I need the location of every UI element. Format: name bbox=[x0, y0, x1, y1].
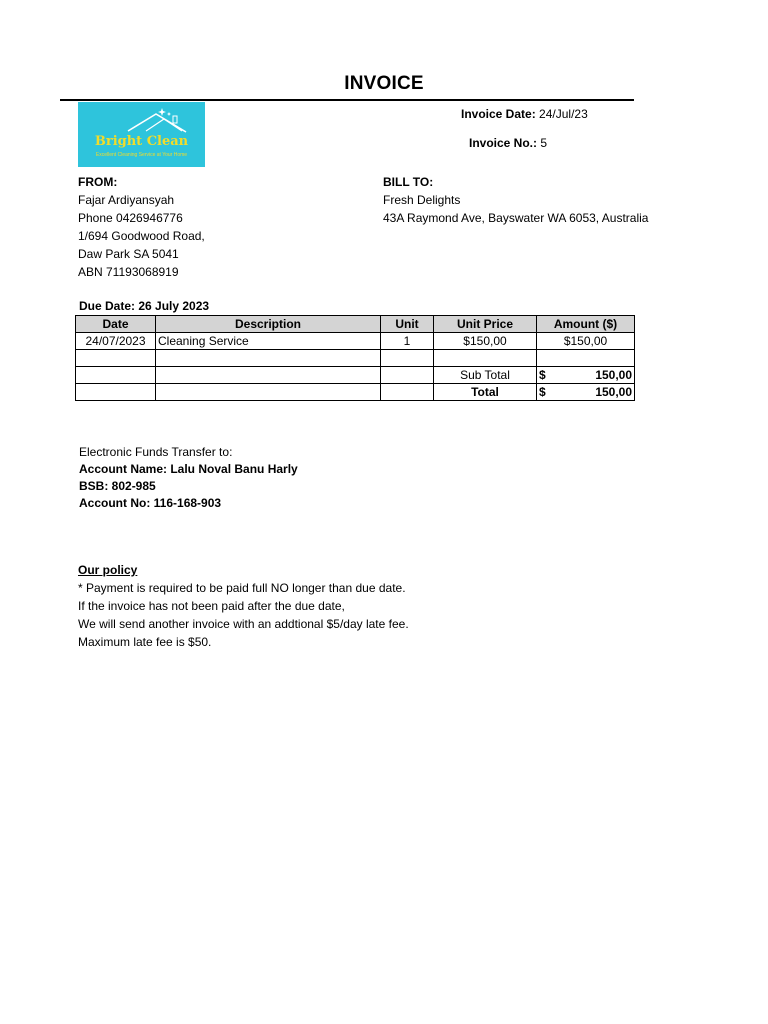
cell-date bbox=[76, 350, 156, 367]
cell-unit: 1 bbox=[381, 333, 434, 350]
payment-intro: Electronic Funds Transfer to: bbox=[79, 445, 233, 459]
table-row bbox=[76, 333, 635, 350]
column-header-unit: Unit bbox=[381, 316, 434, 333]
total-label: Total bbox=[434, 384, 537, 401]
from-line: ABN 71193068919 bbox=[78, 265, 179, 279]
cell-unit-price: $150,00 bbox=[434, 333, 537, 350]
from-line: Daw Park SA 5041 bbox=[78, 247, 179, 261]
account-number: Account No: 116-168-903 bbox=[79, 496, 222, 510]
bill-to-block bbox=[383, 173, 648, 227]
invoice-date-label: Invoice Date: bbox=[461, 107, 536, 121]
policy-heading: Our policy bbox=[78, 563, 138, 577]
invoice-number-label: Invoice No.: bbox=[469, 136, 538, 150]
invoice-number-value: 5 bbox=[540, 136, 548, 150]
title-divider bbox=[60, 99, 634, 101]
bill-to-line: Fresh Delights bbox=[383, 193, 461, 207]
policy-line: Maximum late fee is $50. bbox=[78, 635, 212, 649]
cell-amount: $150,00 bbox=[537, 333, 635, 350]
table-header-row bbox=[76, 316, 635, 333]
column-header-amount: Amount ($) bbox=[537, 316, 635, 333]
column-header-date: Date bbox=[76, 316, 156, 333]
subtotal-label: Sub Total bbox=[434, 367, 537, 384]
logo-name: Bright Clean bbox=[94, 134, 189, 149]
cell-amount bbox=[537, 350, 635, 367]
policy-line: If the invoice has not been paid after the due date, bbox=[78, 599, 345, 613]
table-row bbox=[76, 350, 635, 367]
policy-line: We will send another invoice with an addtional $5/day late fee. bbox=[78, 617, 409, 631]
from-block bbox=[78, 173, 205, 281]
column-header-description: Description bbox=[156, 316, 381, 333]
cell-unit-price bbox=[434, 350, 537, 367]
from-line: Phone 0426946776 bbox=[78, 211, 183, 225]
bill-to-heading: BILL TO: bbox=[383, 175, 434, 189]
empty-cell bbox=[381, 367, 434, 384]
invoice-title: INVOICE bbox=[344, 73, 424, 94]
empty-cell bbox=[76, 367, 156, 384]
line-items-table bbox=[75, 315, 635, 401]
empty-cell bbox=[156, 384, 381, 401]
policy-section bbox=[78, 561, 409, 651]
cell-date: 24/07/2023 bbox=[76, 333, 156, 350]
from-line: Fajar Ardiyansyah bbox=[78, 193, 175, 207]
bsb-number: BSB: 802-985 bbox=[79, 479, 156, 493]
invoice-date-value: 24/Jul/23 bbox=[539, 107, 588, 121]
column-header-unit-price: Unit Price bbox=[434, 316, 537, 333]
cell-description: Cleaning Service bbox=[156, 333, 381, 350]
subtotal-value: 150,00 bbox=[547, 367, 635, 384]
subtotal-currency: $ bbox=[537, 367, 547, 384]
from-line: 1/694 Goodwood Road, bbox=[78, 229, 205, 243]
subtotal-row bbox=[76, 367, 635, 384]
logo-tagline: Excellent Cleaning Service at Your Home bbox=[95, 152, 188, 158]
cell-description bbox=[156, 350, 381, 367]
bill-to-line: 43A Raymond Ave, Bayswater WA 6053, Australia bbox=[383, 211, 649, 225]
empty-cell bbox=[76, 384, 156, 401]
company-logo bbox=[78, 102, 205, 167]
policy-line: * Payment is required to be paid full NO longer than due date. bbox=[78, 581, 406, 595]
account-name: Account Name: Lalu Noval Banu Harly bbox=[79, 462, 298, 476]
payment-details bbox=[79, 444, 298, 512]
cell-unit bbox=[381, 350, 434, 367]
empty-cell bbox=[381, 384, 434, 401]
due-date: Due Date: 26 July 2023 bbox=[79, 299, 210, 313]
invoice-date-row bbox=[461, 107, 588, 121]
total-currency: $ bbox=[537, 384, 547, 401]
invoice-number-row bbox=[469, 136, 547, 150]
empty-cell bbox=[156, 367, 381, 384]
total-row bbox=[76, 384, 635, 401]
total-value: 150,00 bbox=[547, 384, 635, 401]
from-heading: FROM: bbox=[78, 175, 118, 189]
